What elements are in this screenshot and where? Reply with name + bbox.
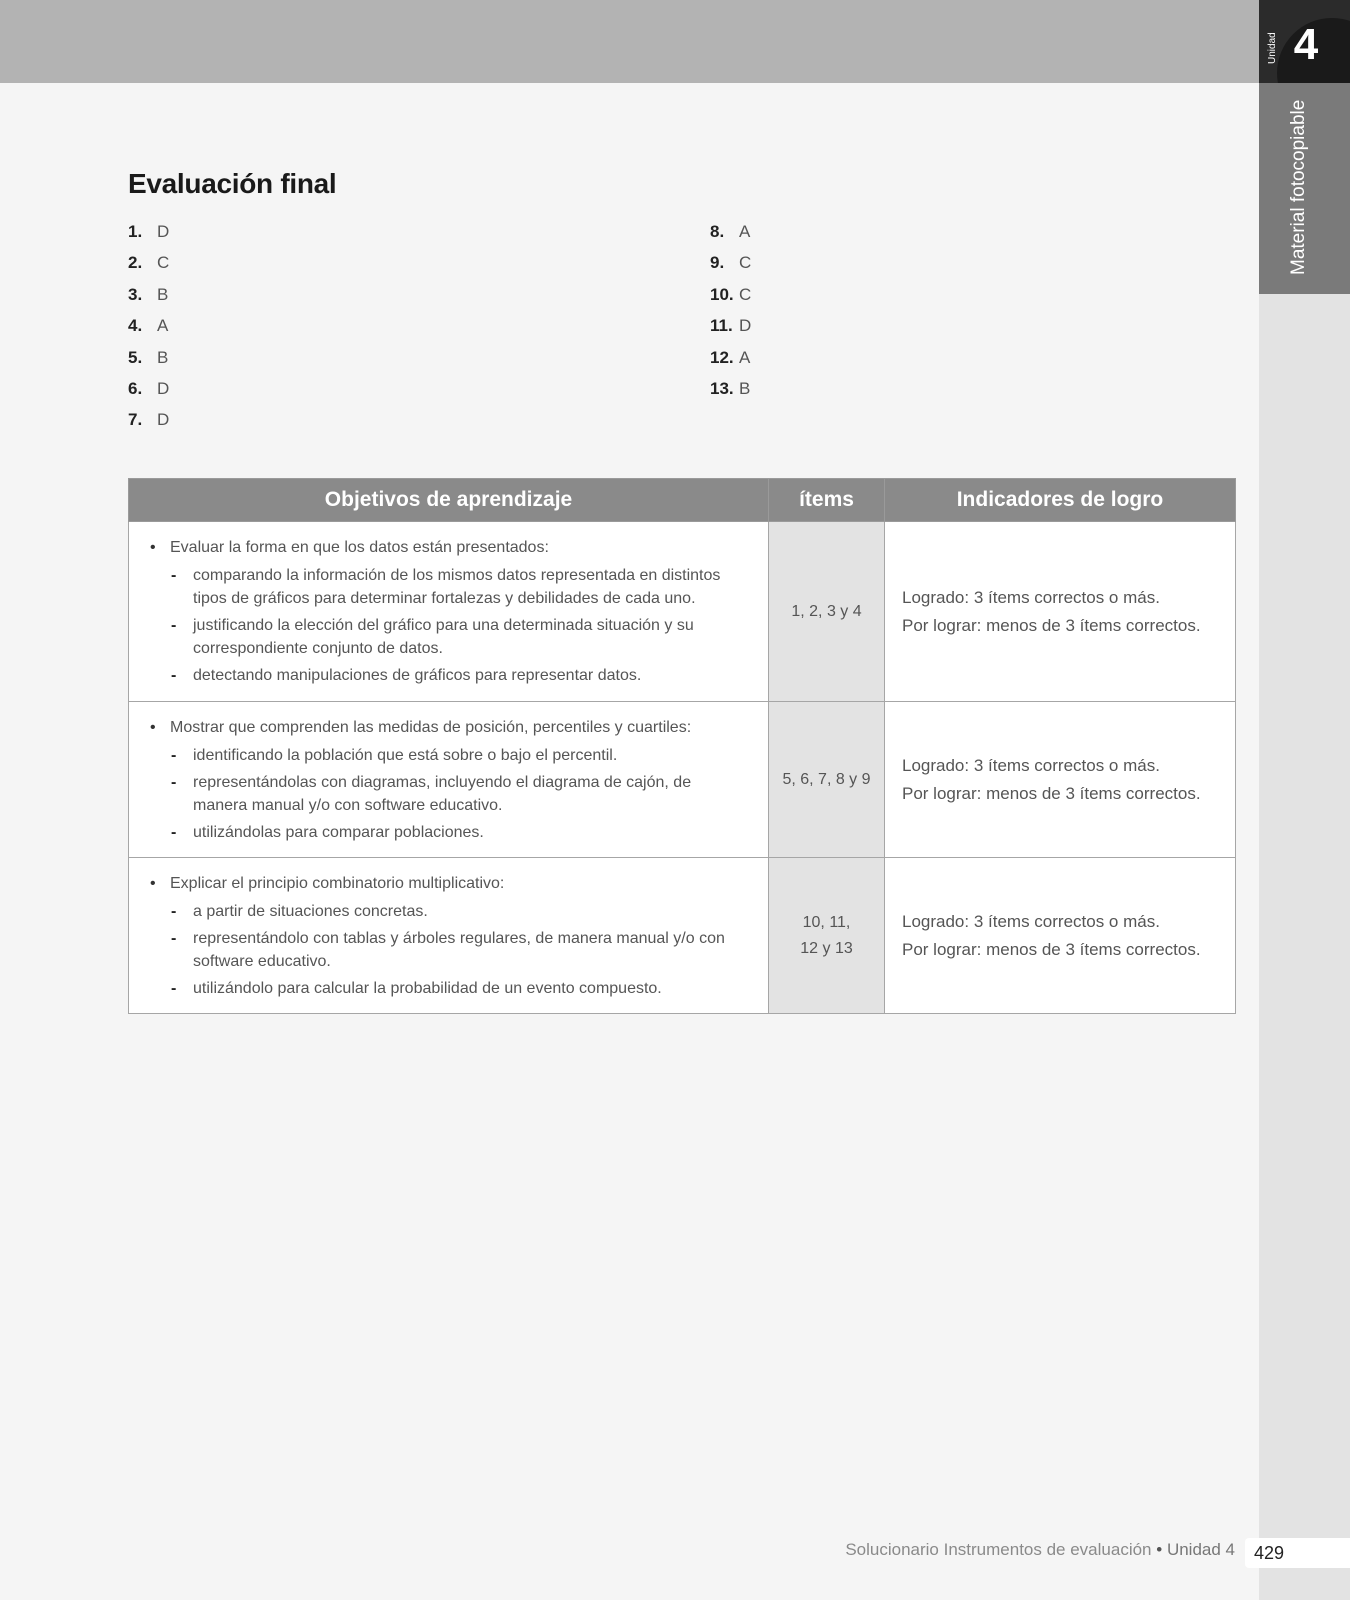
objective-sub: - representándolas con diagramas, incluyendo el diagrama de cajón, de manera manual y/o con software educativo. [193, 771, 743, 817]
indicator-por-lograr: Por lograr: menos de 3 ítems correctos. [902, 939, 1201, 959]
answer-item [128, 404, 169, 435]
answer-number: 5. [128, 347, 143, 367]
footer-book-title: Solucionario Instrumentos de evaluación [845, 1540, 1152, 1559]
objective-sublist [148, 744, 743, 844]
objective-sub: - utilizándolo para calcular la probabilidad de un evento compuesto. [193, 977, 743, 1000]
answer-number: 3. [128, 284, 143, 304]
indicator-logrado: Logrado: 3 ítems correctos o más. [902, 911, 1160, 931]
objective-sublist [148, 900, 743, 1000]
objectives-cell [129, 702, 769, 858]
indicator-logrado: Logrado: 3 ítems correctos o más. [902, 755, 1160, 775]
table-row [129, 522, 1236, 702]
objective-sub: - justificando la elección del gráfico para una determinada situación y su correspondiente conjunto de datos. [193, 614, 743, 660]
objective-sub: - comparando la información de los mismos datos representada en distintos tipos de gráficos para determinar fortalezas y debilidades de cada uno. [193, 564, 743, 610]
answer-number: 11. [710, 316, 733, 336]
answer-letter: A [739, 222, 751, 241]
answer-number: 4. [128, 316, 143, 336]
answer-letter: C [157, 253, 170, 273]
objective-sub: - identificando la población que está sobre o bajo el percentil. [193, 744, 743, 767]
answer-letter: B [157, 347, 169, 367]
header-objetivos: Objetivos de aprendizaje [129, 479, 769, 522]
items-line: 5, 6, 7, 8 y 9 [782, 770, 871, 788]
answer-letter: C [739, 284, 752, 304]
answer-item [128, 342, 169, 373]
answer-number: 7. [128, 410, 143, 430]
indicator-por-lograr: Por lograr: menos de 3 ítems correctos. [902, 783, 1201, 803]
answer-item [710, 279, 751, 310]
answer-item [128, 373, 169, 404]
answer-letter: D [157, 378, 170, 398]
answer-item [128, 247, 169, 278]
objective-main: • Evaluar la forma en que los datos están presentados: [148, 534, 743, 561]
answer-item [128, 310, 169, 341]
answer-number: 8. [710, 222, 725, 241]
objective-sub: - detectando manipulaciones de gráficos para representar datos. [193, 664, 743, 687]
answer-item [710, 247, 751, 278]
objectives-cell [129, 858, 769, 1014]
answer-letter: D [739, 316, 752, 336]
objective-sub: - a partir de situaciones concretas. [193, 900, 743, 923]
footer-separator: • [1156, 1540, 1163, 1559]
objectives-cell [129, 522, 769, 702]
footer-unit: Unidad 4 [1166, 1540, 1235, 1559]
evaluation-table [128, 478, 1236, 1014]
table-header-row [129, 479, 1236, 522]
answer-number: 2. [128, 253, 143, 273]
objective-main: • Mostrar que comprenden las medidas de posición, percentiles y cuartiles: [148, 714, 743, 741]
answer-item [710, 310, 751, 341]
answer-number: 12. [710, 347, 734, 367]
answer-list-right [710, 216, 751, 404]
answer-number: 13. [710, 378, 734, 398]
items-line: 12 y 13 [800, 939, 853, 957]
objective-sub: - utilizándolas para comparar poblaciones. [193, 821, 743, 844]
answer-item [128, 216, 169, 247]
items-cell [769, 858, 885, 1014]
answer-letter: A [739, 347, 751, 367]
answer-number: 10. [710, 284, 734, 304]
answer-item [710, 342, 751, 373]
indicator-por-lograr: Por lograr: menos de 3 ítems correctos. [902, 615, 1201, 635]
header-indicadores: Indicadores de logro [885, 479, 1236, 522]
answer-list-left [128, 216, 169, 436]
indicator-logrado: Logrado: 3 ítems correctos o más. [902, 587, 1160, 607]
objective-main: • Explicar el principio combinatorio multiplicativo: [148, 870, 743, 897]
header-items: ítems [769, 479, 885, 522]
indicators-cell [885, 522, 1236, 702]
answer-letter: B [739, 378, 751, 398]
answer-item [710, 216, 751, 247]
answer-letter: A [157, 316, 169, 336]
items-cell [769, 522, 885, 702]
answer-number: 1. [128, 222, 143, 241]
unit-label: Unidad [1267, 32, 1278, 64]
answer-letter: D [157, 222, 170, 241]
table-row [129, 858, 1236, 1014]
answer-number: 9. [710, 253, 725, 273]
answer-number: 6. [128, 378, 143, 398]
items-line: 10, 11, [802, 913, 851, 931]
section-title: Evaluación final [128, 168, 337, 199]
answer-letter: C [739, 253, 752, 273]
objective-sublist [148, 564, 743, 687]
items-cell [769, 702, 885, 858]
indicators-cell [885, 702, 1236, 858]
objective-sub: - representándolo con tablas y árboles regulares, de manera manual y/o con software educativo. [193, 927, 743, 973]
material-label: Material fotocopiable [1288, 99, 1309, 275]
table-row [129, 702, 1236, 858]
answer-item [710, 373, 751, 404]
page-number: 429 [1254, 1543, 1285, 1563]
items-line: 1, 2, 3 y 4 [791, 602, 862, 620]
indicators-cell [885, 858, 1236, 1014]
unit-number: 4 [1293, 20, 1319, 69]
answer-letter: B [157, 284, 169, 304]
footer-caption [845, 1540, 1235, 1560]
header-band [0, 0, 1259, 83]
answer-item [128, 279, 169, 310]
answer-letter: D [157, 410, 170, 430]
